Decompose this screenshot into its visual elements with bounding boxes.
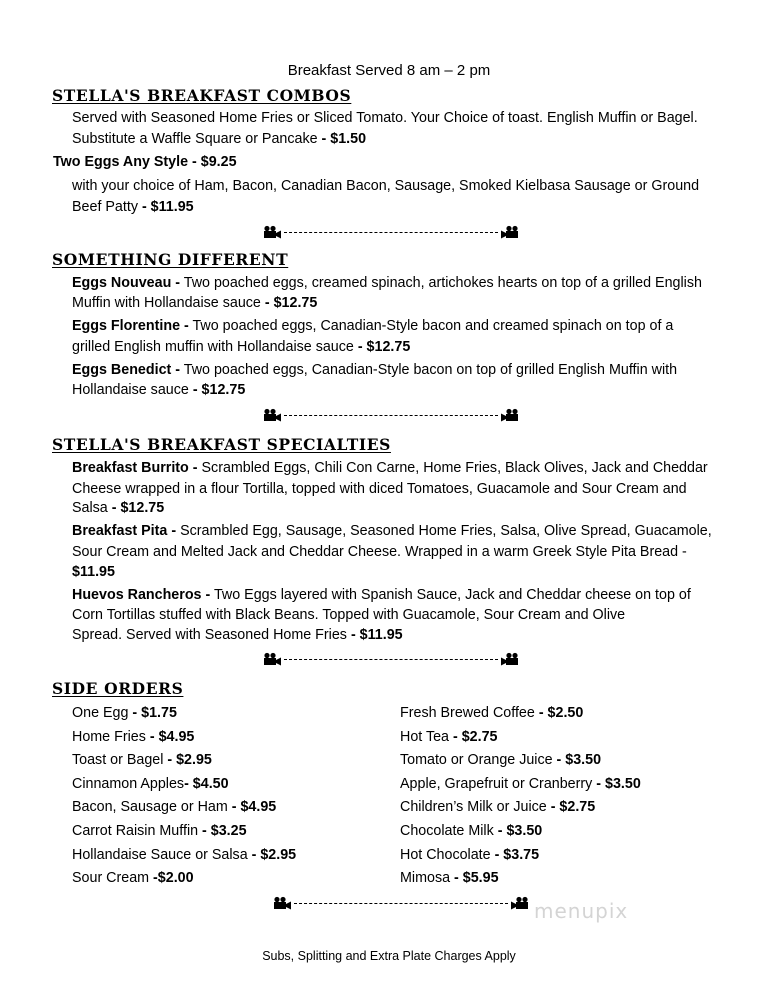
- camera-icon: [272, 896, 292, 910]
- huevos-rancheros-line3: Spread. Served with Seasoned Home Fries - $11.95: [72, 627, 403, 643]
- two-eggs-description-line2: Beef Patty - $11.95: [72, 199, 194, 215]
- specialties-heading: STELLA'S BREAKFAST SPECIALTIES: [52, 435, 391, 454]
- eggs-nouveau-line2: Muffin with Hollandaise sauce - $12.75: [72, 295, 318, 311]
- drink-item: Apple, Grapefruit or Cranberry - $3.50: [400, 775, 641, 792]
- two-eggs-title: Two Eggs Any Style - $9.25: [53, 154, 237, 170]
- breakfast-burrito-line3: Salsa - $12.75: [72, 500, 165, 516]
- two-eggs-description-line1: with your choice of Ham, Bacon, Canadian Bacon, Sausage, Smoked Kielbasa Sausage or Ground: [72, 178, 700, 194]
- drink-item: Tomato or Orange Juice - $3.50: [400, 752, 602, 769]
- camera-icon: [262, 225, 282, 239]
- huevos-rancheros-line2: Corn Tortillas stuffed with Black Beans. Topped with Guacamole, Sour Cream and Olive: [72, 607, 626, 623]
- huevos-rancheros-line1: Huevos Rancheros - Two Eggs layered with Spanish Sauce, Jack and Cheddar cheese on top of: [72, 587, 691, 603]
- combos-description-line2: Substitute a Waffle Square or Pancake - $1.50: [72, 131, 367, 147]
- breakfast-pita-line1: Breakfast Pita - Scrambled Egg, Sausage, Seasoned Home Fries, Salsa, Olive Spread, Guacamole,: [72, 523, 712, 539]
- side-item: Hollandaise Sauce or Salsa - $2.95: [72, 846, 297, 863]
- eggs-benedict-line1: Eggs Benedict - Two poached eggs, Canadian-Style bacon on top of grilled English Muffin with: [72, 362, 678, 378]
- side-item: Home Fries - $4.95: [72, 728, 195, 745]
- section-divider: [262, 225, 520, 239]
- drink-item: Hot Chocolate - $3.75: [400, 846, 540, 863]
- eggs-florentine-line2: grilled English muffin with Hollandaise sauce - $12.75: [72, 339, 411, 355]
- side-item: One Egg - $1.75: [72, 705, 177, 721]
- breakfast-pita-price: $11.95: [72, 564, 115, 580]
- drink-item: Fresh Brewed Coffee - $2.50: [400, 705, 584, 721]
- drink-item: Mimosa - $5.95: [400, 870, 499, 887]
- side-item: Cinnamon Apples- $4.50: [72, 775, 229, 792]
- breakfast-burrito-line2: Cheese wrapped in a flour Tortilla, topped with diced Tomatoes, Guacamole and Sour Cream and: [72, 481, 687, 497]
- drink-item: Chocolate Milk - $3.50: [400, 822, 543, 839]
- camera-icon: [500, 225, 520, 239]
- side-item: Carrot Raisin Muffin - $3.25: [72, 822, 247, 839]
- footer-note: Subs, Splitting and Extra Plate Charges Apply: [262, 949, 516, 963]
- camera-icon: [510, 896, 530, 910]
- service-hours-note: Breakfast Served 8 am – 2 pm: [287, 62, 491, 79]
- breakfast-pita-line2: Sour Cream and Melted Jack and Cheddar Cheese. Wrapped in a warm Greek Style Pita Bread -: [72, 544, 687, 560]
- camera-icon: [500, 652, 520, 666]
- menupix-watermark: menupix: [534, 899, 629, 923]
- something-different-heading: SOMETHING DIFFERENT: [52, 250, 289, 269]
- drink-item: Hot Tea - $2.75: [400, 728, 498, 745]
- section-divider: [272, 896, 530, 910]
- camera-icon: [262, 652, 282, 666]
- eggs-florentine-line1: Eggs Florentine - Two poached eggs, Canadian-Style bacon and creamed spinach on top of a: [72, 318, 674, 334]
- combos-heading: STELLA'S BREAKFAST COMBOS: [52, 86, 352, 105]
- camera-icon: [500, 408, 520, 422]
- side-item: Toast or Bagel - $2.95: [72, 752, 212, 769]
- section-divider: [262, 408, 520, 422]
- side-orders-right-column: [400, 702, 641, 891]
- camera-icon: [262, 408, 282, 422]
- side-orders-heading: SIDE ORDERS: [52, 679, 184, 698]
- section-divider: [262, 652, 520, 666]
- eggs-benedict-line2: Hollandaise sauce - $12.75: [72, 382, 246, 398]
- drink-item: Children’s Milk or Juice - $2.75: [400, 799, 596, 816]
- side-item: Bacon, Sausage or Ham - $4.95: [72, 799, 277, 816]
- side-orders-left-column: [72, 702, 296, 891]
- side-item: Sour Cream -$2.00: [72, 870, 194, 887]
- eggs-nouveau-line1: Eggs Nouveau - Two poached eggs, creamed spinach, artichokes hearts on top of a grilled English: [72, 275, 702, 291]
- breakfast-burrito-line1: Breakfast Burrito - Scrambled Eggs, Chili Con Carne, Home Fries, Black Olives, Jack and Cheddar: [72, 460, 708, 476]
- combos-description-line1: Served with Seasoned Home Fries or Sliced Tomato. Your Choice of toast. English Muffin or Bagel.: [72, 110, 698, 126]
